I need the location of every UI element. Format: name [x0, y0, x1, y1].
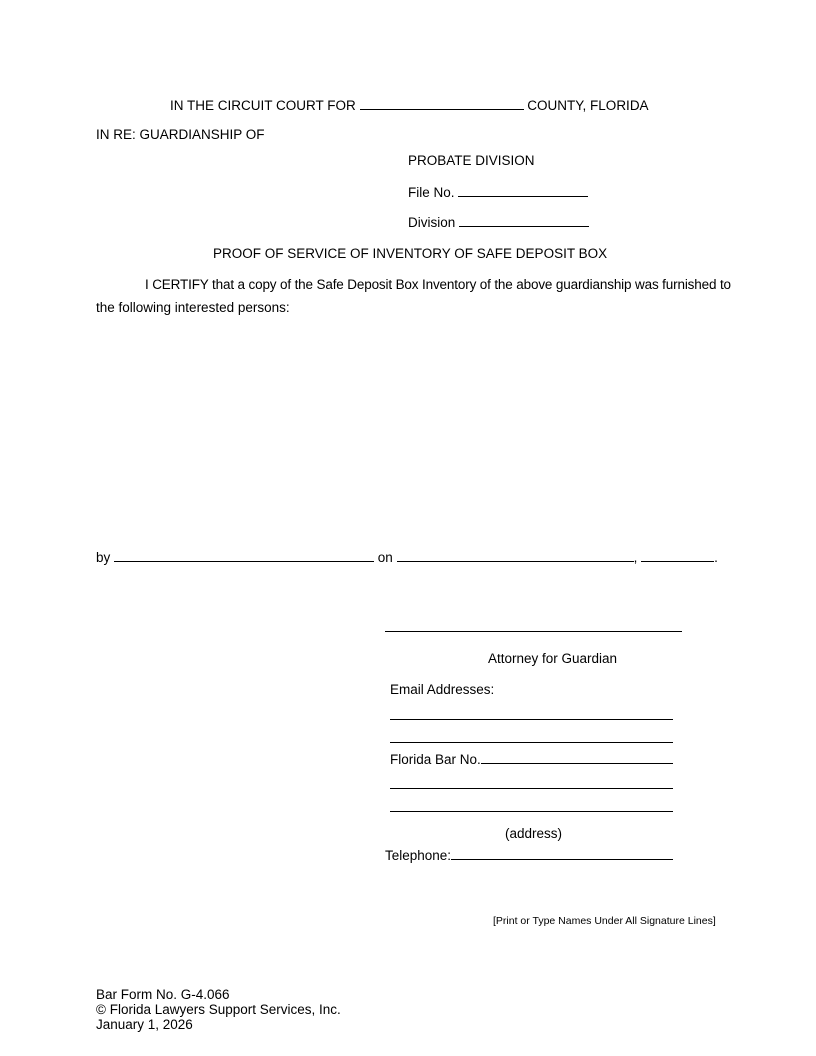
signature-line[interactable] — [385, 631, 682, 632]
attorney-role: Attorney for Guardian — [488, 651, 618, 666]
county-blank[interactable] — [360, 97, 524, 110]
probate-division: PROBATE DIVISION — [408, 153, 535, 168]
court-prefix: IN THE CIRCUIT COURT FOR — [170, 98, 356, 113]
bar-no-label: Florida Bar No. — [390, 752, 481, 767]
document-title: PROOF OF SERVICE OF INVENTORY OF SAFE DEPOSIT BOX — [213, 246, 608, 261]
service-line — [96, 549, 718, 566]
file-no-row — [408, 184, 588, 201]
bar-no-row — [390, 751, 673, 768]
certify-line-2: the following interested persons: — [96, 300, 290, 315]
email-line-1[interactable] — [390, 719, 673, 720]
file-no-label: File No. — [408, 185, 455, 200]
comma: , — [633, 550, 638, 565]
telephone-blank[interactable] — [451, 847, 673, 860]
division-label: Division — [408, 215, 456, 230]
period: . — [714, 550, 718, 565]
email-line-2[interactable] — [390, 742, 673, 743]
service-year-blank[interactable] — [641, 549, 714, 562]
print-names-note: [Print or Type Names Under All Signature Lines] — [493, 915, 716, 927]
served-by-blank[interactable] — [114, 549, 374, 562]
in-re-guardianship: IN RE: GUARDIANSHIP OF — [96, 127, 265, 142]
footer-form-no: Bar Form No. G-4.066 — [96, 987, 230, 1002]
email-label: Email Addresses: — [390, 682, 495, 697]
address-line-2[interactable] — [390, 811, 673, 812]
telephone-row — [385, 847, 673, 864]
bar-no-blank[interactable] — [481, 751, 673, 764]
court-suffix: COUNTY, FLORIDA — [527, 98, 649, 113]
footer-date: January 1, 2026 — [96, 1017, 193, 1032]
division-row — [408, 214, 589, 231]
court-caption — [170, 97, 649, 114]
service-date-blank[interactable] — [397, 549, 634, 562]
by-label: by — [96, 550, 111, 565]
address-label: (address) — [505, 826, 563, 841]
address-line-1[interactable] — [390, 788, 673, 789]
certify-line-1: I CERTIFY that a copy of the Safe Deposit Box Inventory of the above guardianship was furnished to — [145, 277, 731, 292]
footer-copyright: © Florida Lawyers Support Services, Inc. — [96, 1002, 341, 1017]
telephone-label: Telephone: — [385, 848, 452, 863]
division-blank[interactable] — [459, 214, 589, 227]
on-label: on — [377, 550, 393, 565]
file-no-blank[interactable] — [458, 184, 588, 197]
